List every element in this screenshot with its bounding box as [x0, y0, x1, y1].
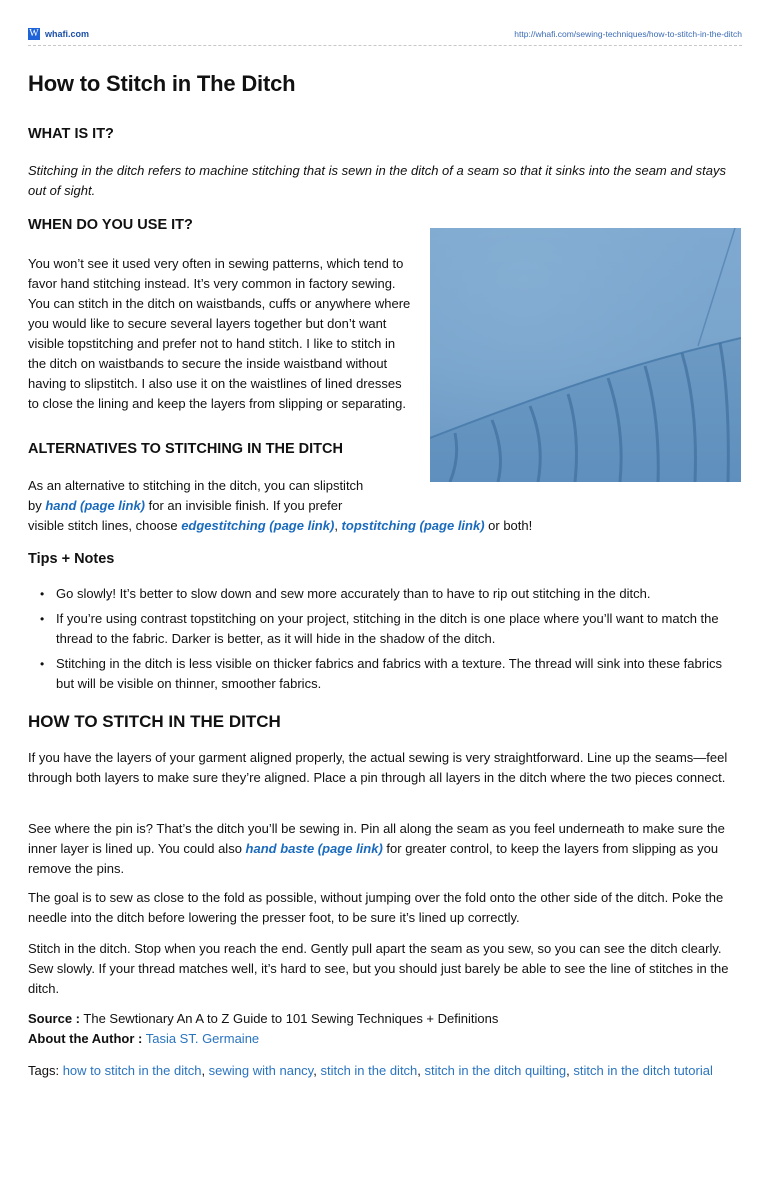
alternatives-line-3: visible stitch lines, choose edgestitching (page link), topstitching (page link) or both!	[28, 518, 533, 533]
tag-link[interactable]: stitch in the ditch tutorial	[573, 1063, 713, 1078]
alternatives-line-1: As an alternative to stitching in the ditch, you can slipstitch	[28, 478, 364, 493]
how-to-paragraph-1: If you have the layers of your garment aligned properly, the actual sewing is very straightforward. Line up the seams—feel through both layers to make sure they’re aligned. Place a pin through all layers in the ditch where the two pieces connect.	[28, 750, 728, 785]
how-to-paragraph-4: Stitch in the ditch. Stop when you reach the end. Gently pull apart the seam as you sew, so you can see the ditch clearly. Sew slowly. If your thread matches well, it’s hard to see, but you should just barely be able to see the line of stitches in the ditch.	[28, 941, 729, 996]
header-divider	[28, 45, 742, 46]
what-is-it-heading: WHAT IS IT?	[28, 126, 114, 142]
tip-item: • If you’re using contrast topstitching on your project, stitching in the ditch is one place where you’ll want to match the thread to the fabric. Darker is better, as it will hide in the shadow of the ditch.	[28, 609, 742, 649]
alternatives-line-2: by hand (page link) for an invisible finish. If you prefer	[28, 498, 343, 513]
when-text: You won’t see it used very often in sewing patterns, which tend to favor hand stitching instead. It’s very common in factory sewing. You can stitch in the ditch on waistbands, cuffs or anywhere where you would like to secure several layers together but don’t want visible topstitching and prefer not to hand stitch. I like to stitch in the ditch on waistbands to secure the inside waistband without having to slipstitch. I also use it on the waistlines of lined dresses to close the lining and keep the layers from slipping or separating.	[28, 256, 411, 411]
alternatives-heading: ALTERNATIVES TO STITCHING IN THE DITCH	[28, 441, 343, 457]
tags-block: Tags: how to stitch in the ditch, sewing with nancy, stitch in the ditch, stitch in the ditch quilting, stitch in the ditch tutorial	[28, 1063, 713, 1078]
page-header	[28, 27, 742, 47]
how-to-paragraph-2: See where the pin is? That’s the ditch you’ll be sewing in. Pin all along the seam as you feel underneath to make sure the inner layer is lined up. You could also hand baste (page link) for greater control, to keep the layers from slipping as you remove the pins.	[28, 821, 725, 876]
tip-item: • Go slowly! It’s better to slow down and sew more accurately than to have to rip out stitching in the ditch.	[28, 584, 742, 604]
edgestitching-page-link[interactable]: edgestitching (page link)	[181, 518, 335, 533]
what-is-it-text: Stitching in the ditch refers to machine stitching that is sewn in the ditch of a seam so that it sinks into the seam and stays out of sight.	[28, 163, 727, 198]
tips-heading: Tips + Notes	[28, 551, 115, 567]
tag-link[interactable]: how to stitch in the ditch	[62, 1063, 202, 1078]
when-heading: WHEN DO YOU USE IT?	[28, 217, 193, 233]
fabric-photo	[430, 228, 741, 482]
hand-page-link[interactable]: hand (page link)	[45, 498, 146, 513]
topstitching-page-link[interactable]: topstitching (page link)	[341, 518, 485, 533]
tips-list	[28, 584, 742, 699]
alternatives-text	[28, 476, 742, 536]
site-name[interactable]: whafi.com	[45, 29, 90, 39]
whafi-logo-icon: W	[29, 28, 39, 39]
author-line: About the Author : Tasia ST. Germaine	[28, 1031, 260, 1046]
hand-baste-page-link[interactable]: hand baste (page link)	[245, 841, 383, 856]
tag-link[interactable]: stitch in the ditch	[320, 1063, 418, 1078]
source-line: Source : The Sewtionary An A to Z Guide to 101 Sewing Techniques + Definitions	[28, 1011, 499, 1026]
tip-item: • Stitching in the ditch is less visible on thicker fabrics and fabrics with a texture. The thread will sink into these fabrics but will be visible on thinner, smoother fabrics.	[28, 654, 742, 694]
how-to-heading: HOW TO STITCH IN THE DITCH	[28, 712, 281, 731]
page-url[interactable]: http://whafi.com/sewing-techniques/how-to-stitch-in-the-ditch	[514, 29, 742, 39]
how-to-paragraph-3: The goal is to sew as close to the fold as possible, without jumping over the fold onto the other side of the ditch. Poke the needle into the ditch before lowering the presser foot, to be sure it’s lined up correctly.	[28, 890, 724, 925]
page-title: How to Stitch in The Ditch	[28, 71, 296, 96]
tag-link[interactable]: sewing with nancy	[208, 1063, 314, 1078]
author-link[interactable]: Tasia ST. Germaine	[145, 1031, 260, 1046]
fabric-seam-illustration	[430, 228, 741, 482]
tag-link[interactable]: stitch in the ditch quilting	[424, 1063, 567, 1078]
source-block	[28, 1009, 742, 1049]
